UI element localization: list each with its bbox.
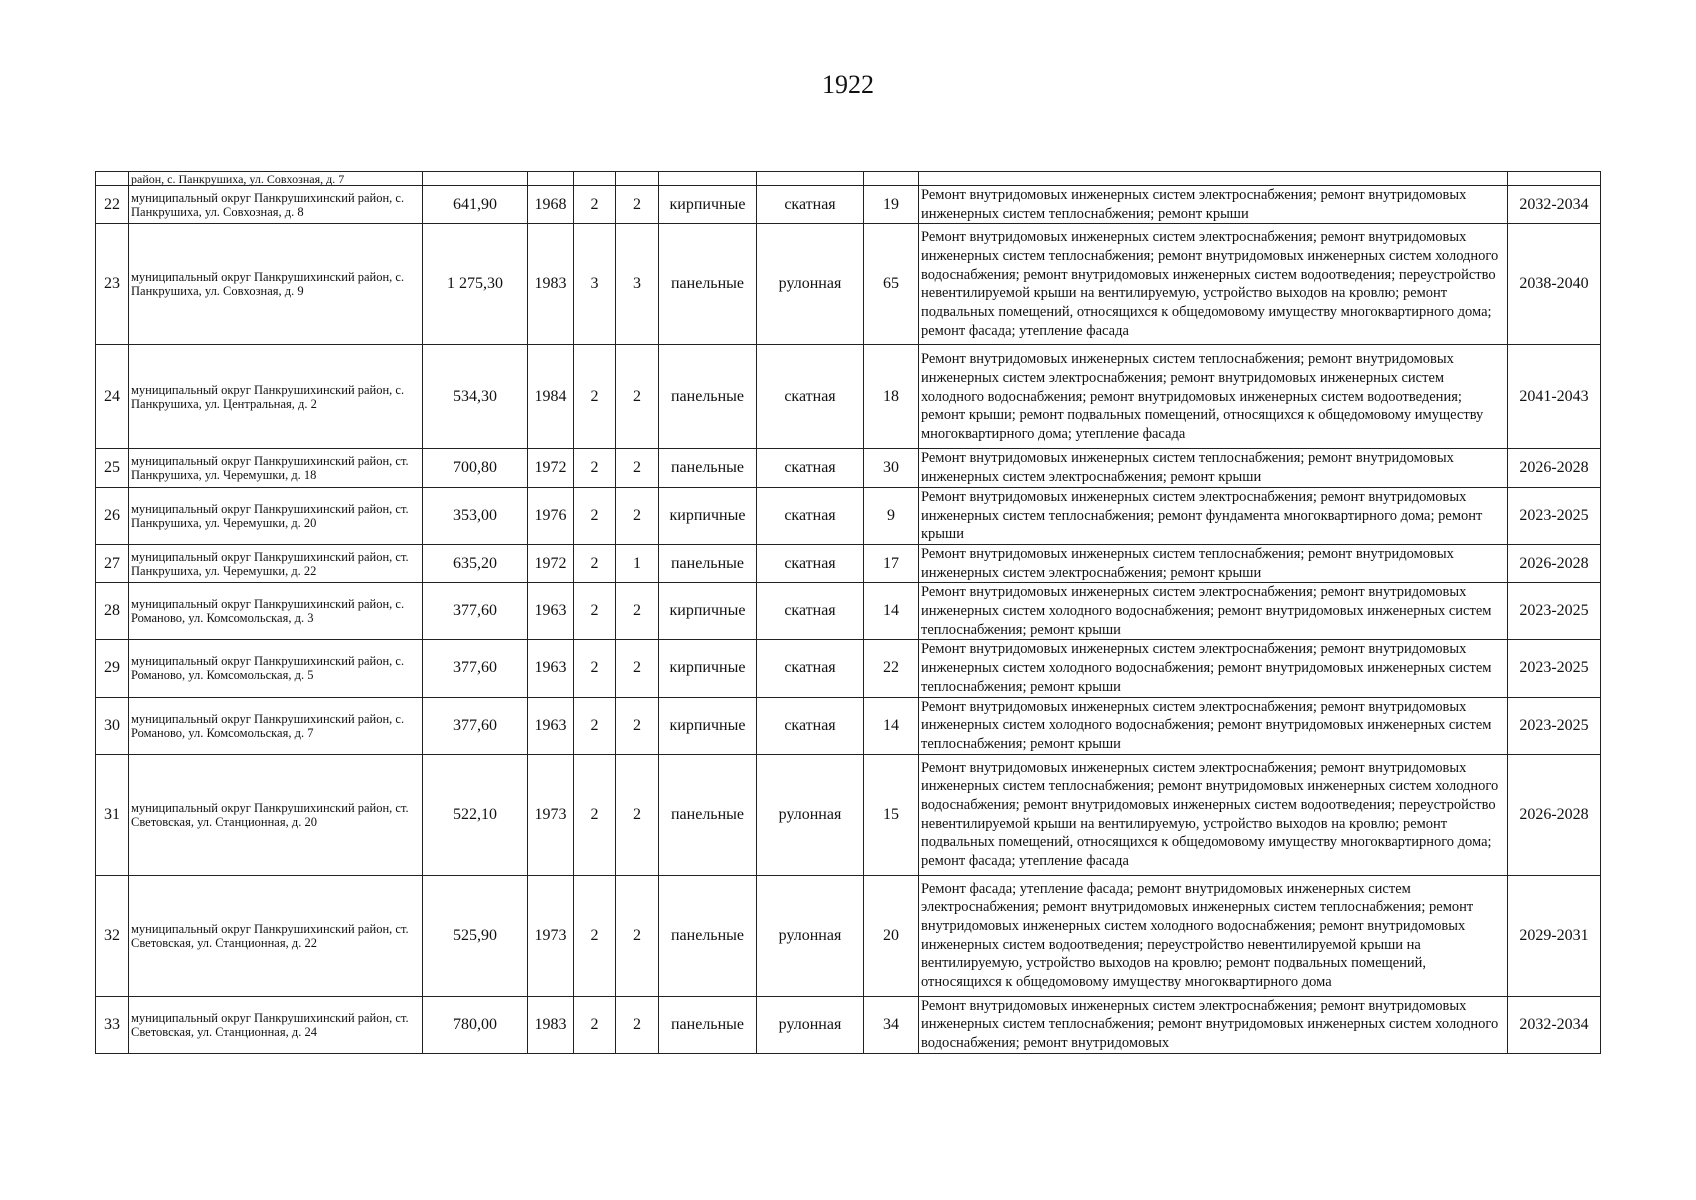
floors-cell: 3 — [574, 224, 616, 345]
wall-material-cell: панельные — [659, 449, 757, 487]
floors-cell: 2 — [574, 996, 616, 1053]
address-cell: муниципальный округ Панкрушихинский район, ст. Панкрушиха, ул. Черемушки, д. 20 — [129, 487, 423, 544]
roof-type-cell: скатная — [757, 640, 864, 697]
address-cell: муниципальный округ Панкрушихинский район, ст. Световская, ул. Станционная, д. 20 — [129, 754, 423, 875]
period-cell: 2041-2043 — [1508, 345, 1601, 449]
wall-material-cell: панельные — [659, 224, 757, 345]
year-cell: 1963 — [528, 640, 574, 697]
year-cell: 1976 — [528, 487, 574, 544]
area-cell: 353,00 — [423, 487, 528, 544]
area-cell: 377,60 — [423, 640, 528, 697]
wear-cell: 19 — [864, 186, 919, 224]
row-number-cell: 22 — [96, 186, 129, 224]
wear-cell: 18 — [864, 345, 919, 449]
floors-cell: 2 — [574, 487, 616, 544]
row-number-cell: 24 — [96, 345, 129, 449]
roof-type-cell: скатная — [757, 186, 864, 224]
entrances-cell: 2 — [616, 345, 659, 449]
address-cell: муниципальный округ Панкрушихинский район, ст. Панкрушиха, ул. Черемушки, д. 18 — [129, 449, 423, 487]
table-row — [96, 345, 1601, 449]
continuation-row — [96, 172, 1601, 186]
address-cell: муниципальный округ Панкрушихинский район, ст. Световская, ул. Станционная, д. 24 — [129, 996, 423, 1053]
floors-cell: 2 — [574, 697, 616, 754]
roof-type-cell: скатная — [757, 583, 864, 640]
row-number-cell: 30 — [96, 697, 129, 754]
table-row — [96, 996, 1601, 1053]
entrances-cell: 1 — [616, 544, 659, 582]
year-cell: 1963 — [528, 697, 574, 754]
entrances-cell: 2 — [616, 697, 659, 754]
area-cell: 534,30 — [423, 345, 528, 449]
roof-type-cell: рулонная — [757, 754, 864, 875]
floors-cell: 2 — [574, 544, 616, 582]
roof-type-cell: скатная — [757, 449, 864, 487]
wall-material-cell: кирпичные — [659, 640, 757, 697]
period-cell: 2026-2028 — [1508, 449, 1601, 487]
wear-cell: 65 — [864, 224, 919, 345]
row-number-cell: 26 — [96, 487, 129, 544]
floors-cell: 2 — [574, 449, 616, 487]
table-row — [96, 640, 1601, 697]
row-number-cell: 31 — [96, 754, 129, 875]
year-cell: 1968 — [528, 186, 574, 224]
row-number-cell: 29 — [96, 640, 129, 697]
works-cell: Ремонт внутридомовых инженерных систем электроснабжения; ремонт внутридомовых инженерных систем теплоснабжения; ремонт фундамента многоквартирного дома; ремонт крыши — [919, 487, 1508, 544]
year-cell: 1984 — [528, 345, 574, 449]
floors-cell: 2 — [574, 345, 616, 449]
area-cell: 522,10 — [423, 754, 528, 875]
wall-material-cell: панельные — [659, 754, 757, 875]
wear-cell: 30 — [864, 449, 919, 487]
year-cell: 1973 — [528, 875, 574, 996]
period-cell: 2026-2028 — [1508, 544, 1601, 582]
wear-cell: 15 — [864, 754, 919, 875]
row-number-cell: 33 — [96, 996, 129, 1053]
row-number-cell: 27 — [96, 544, 129, 582]
floors-cell: 2 — [574, 875, 616, 996]
wall-material-cell: кирпичные — [659, 583, 757, 640]
roof-type-cell: скатная — [757, 544, 864, 582]
works-cell: Ремонт внутридомовых инженерных систем электроснабжения; ремонт внутридомовых инженерных систем теплоснабжения; ремонт крыши — [919, 186, 1508, 224]
area-cell: 377,60 — [423, 583, 528, 640]
area-cell: 641,90 — [423, 186, 528, 224]
row-number-cell: 28 — [96, 583, 129, 640]
year-cell: 1973 — [528, 754, 574, 875]
period-cell: 2026-2028 — [1508, 754, 1601, 875]
period-cell: 2023-2025 — [1508, 640, 1601, 697]
works-cell: Ремонт внутридомовых инженерных систем электроснабжения; ремонт внутридомовых инженерных систем теплоснабжения; ремонт внутридомовых инженерных систем холодного водоснабжения; ремонт внутридомовых — [919, 996, 1508, 1053]
floors-cell: 2 — [574, 754, 616, 875]
period-cell: 2038-2040 — [1508, 224, 1601, 345]
period-cell: 2023-2025 — [1508, 697, 1601, 754]
works-cell: Ремонт внутридомовых инженерных систем электроснабжения; ремонт внутридомовых инженерных систем теплоснабжения; ремонт внутридомовых инженерных систем холодного водоснабжения; ремонт внутридомовых инженерных систем водоотведения; переустройство невентилируемой крыши на вентилируемую, устройство выходов на кровлю; ремонт подвальных помещений, относящихся к общедомовому имуществу многоквартирного дома; ремонт фасада; утепление фасада — [919, 754, 1508, 875]
wall-material-cell: панельные — [659, 996, 757, 1053]
table-row — [96, 449, 1601, 487]
address-cell: муниципальный округ Панкрушихинский район, с. Романово, ул. Комсомольская, д. 3 — [129, 583, 423, 640]
wear-cell: 34 — [864, 996, 919, 1053]
address-cell: район, с. Панкрушиха, ул. Совхозная, д. 7 — [129, 172, 423, 186]
works-cell: Ремонт внутридомовых инженерных систем электроснабжения; ремонт внутридомовых инженерных систем холодного водоснабжения; ремонт внутридомовых инженерных систем теплоснабжения; ремонт крыши — [919, 583, 1508, 640]
table-row — [96, 186, 1601, 224]
row-number-cell: 32 — [96, 875, 129, 996]
floors-cell: 2 — [574, 583, 616, 640]
wear-cell: 14 — [864, 697, 919, 754]
row-number-cell: 25 — [96, 449, 129, 487]
period-cell: 2032-2034 — [1508, 186, 1601, 224]
works-cell: Ремонт внутридомовых инженерных систем теплоснабжения; ремонт внутридомовых инженерных систем электроснабжения; ремонт внутридомовых инженерных систем холодного водоснабжения; ремонт внутридомовых инженерных систем водоотведения; ремонт крыши; ремонт подвальных помещений, относящихся к общедомовому имуществу многоквартирного дома; утепление фасада — [919, 345, 1508, 449]
table-row — [96, 544, 1601, 582]
row-number-cell — [96, 172, 129, 186]
wear-cell: 14 — [864, 583, 919, 640]
table-row — [96, 754, 1601, 875]
entrances-cell: 2 — [616, 449, 659, 487]
roof-type-cell: рулонная — [757, 224, 864, 345]
wall-material-cell: кирпичные — [659, 487, 757, 544]
floors-cell: 2 — [574, 640, 616, 697]
address-cell: муниципальный округ Панкрушихинский район, с. Романово, ул. Комсомольская, д. 5 — [129, 640, 423, 697]
wear-cell: 17 — [864, 544, 919, 582]
floors-cell: 2 — [574, 186, 616, 224]
year-cell: 1972 — [528, 449, 574, 487]
works-cell: Ремонт внутридомовых инженерных систем электроснабжения; ремонт внутридомовых инженерных систем холодного водоснабжения; ремонт внутридомовых инженерных систем теплоснабжения; ремонт крыши — [919, 697, 1508, 754]
row-number-cell: 23 — [96, 224, 129, 345]
address-cell: муниципальный округ Панкрушихинский район, с. Романово, ул. Комсомольская, д. 7 — [129, 697, 423, 754]
page-number: 1922 — [822, 70, 874, 99]
roof-type-cell: скатная — [757, 487, 864, 544]
period-cell: 2023-2025 — [1508, 487, 1601, 544]
period-cell: 2032-2034 — [1508, 996, 1601, 1053]
entrances-cell: 2 — [616, 583, 659, 640]
table-row — [96, 875, 1601, 996]
wear-cell: 9 — [864, 487, 919, 544]
year-cell: 1972 — [528, 544, 574, 582]
area-cell: 700,80 — [423, 449, 528, 487]
area-cell: 635,20 — [423, 544, 528, 582]
table-row — [96, 224, 1601, 345]
table-row — [96, 583, 1601, 640]
area-cell: 377,60 — [423, 697, 528, 754]
works-cell: Ремонт фасада; утепление фасада; ремонт внутридомовых инженерных систем электроснабжения; ремонт внутридомовых инженерных систем теплоснабжения; ремонт внутридомовых инженерных систем холодного водоснабжения; ремонт внутридомовых инженерных систем водоотведения; переустройство невентилируемой крыши на вентилируемую, устройство выходов на кровлю; ремонт подвальных помещений, относящихся к общедомовому имуществу многоквартирного дома — [919, 875, 1508, 996]
roof-type-cell: скатная — [757, 697, 864, 754]
works-cell: Ремонт внутридомовых инженерных систем теплоснабжения; ремонт внутридомовых инженерных систем электроснабжения; ремонт крыши — [919, 449, 1508, 487]
address-cell: муниципальный округ Панкрушихинский район, ст. Световская, ул. Станционная, д. 22 — [129, 875, 423, 996]
period-cell: 2029-2031 — [1508, 875, 1601, 996]
roof-type-cell: рулонная — [757, 875, 864, 996]
table-row — [96, 487, 1601, 544]
year-cell: 1983 — [528, 996, 574, 1053]
repair-program-table — [95, 171, 1601, 1054]
address-cell: муниципальный округ Панкрушихинский район, с. Панкрушиха, ул. Совхозная, д. 9 — [129, 224, 423, 345]
year-cell: 1983 — [528, 224, 574, 345]
entrances-cell: 2 — [616, 640, 659, 697]
works-cell: Ремонт внутридомовых инженерных систем электроснабжения; ремонт внутридомовых инженерных систем теплоснабжения; ремонт внутридомовых инженерных систем холодного водоснабжения; ремонт внутридомовых инженерных систем водоотведения; переустройство невентилируемой крыши на вентилируемую, устройство выходов на кровлю; ремонт подвальных помещений, относящихся к общедомовому имуществу многоквартирного дома; ремонт фасада; утепление фасада — [919, 224, 1508, 345]
area-cell: 525,90 — [423, 875, 528, 996]
wall-material-cell: панельные — [659, 544, 757, 582]
entrances-cell: 2 — [616, 186, 659, 224]
works-cell: Ремонт внутридомовых инженерных систем теплоснабжения; ремонт внутридомовых инженерных систем электроснабжения; ремонт крыши — [919, 544, 1508, 582]
entrances-cell: 2 — [616, 487, 659, 544]
roof-type-cell: рулонная — [757, 996, 864, 1053]
wall-material-cell: панельные — [659, 345, 757, 449]
entrances-cell: 2 — [616, 754, 659, 875]
entrances-cell: 3 — [616, 224, 659, 345]
address-cell: муниципальный округ Панкрушихинский район, с. Панкрушиха, ул. Совхозная, д. 8 — [129, 186, 423, 224]
address-cell: муниципальный округ Панкрушихинский район, ст. Панкрушиха, ул. Черемушки, д. 22 — [129, 544, 423, 582]
area-cell: 1 275,30 — [423, 224, 528, 345]
wall-material-cell: кирпичные — [659, 697, 757, 754]
wear-cell: 20 — [864, 875, 919, 996]
period-cell: 2023-2025 — [1508, 583, 1601, 640]
entrances-cell: 2 — [616, 996, 659, 1053]
area-cell: 780,00 — [423, 996, 528, 1053]
year-cell: 1963 — [528, 583, 574, 640]
roof-type-cell: скатная — [757, 345, 864, 449]
wall-material-cell: кирпичные — [659, 186, 757, 224]
entrances-cell: 2 — [616, 875, 659, 996]
address-cell: муниципальный округ Панкрушихинский район, с. Панкрушиха, ул. Центральная, д. 2 — [129, 345, 423, 449]
works-cell: Ремонт внутридомовых инженерных систем электроснабжения; ремонт внутридомовых инженерных систем холодного водоснабжения; ремонт внутридомовых инженерных систем теплоснабжения; ремонт крыши — [919, 640, 1508, 697]
wall-material-cell: панельные — [659, 875, 757, 996]
table-row — [96, 697, 1601, 754]
wear-cell: 22 — [864, 640, 919, 697]
